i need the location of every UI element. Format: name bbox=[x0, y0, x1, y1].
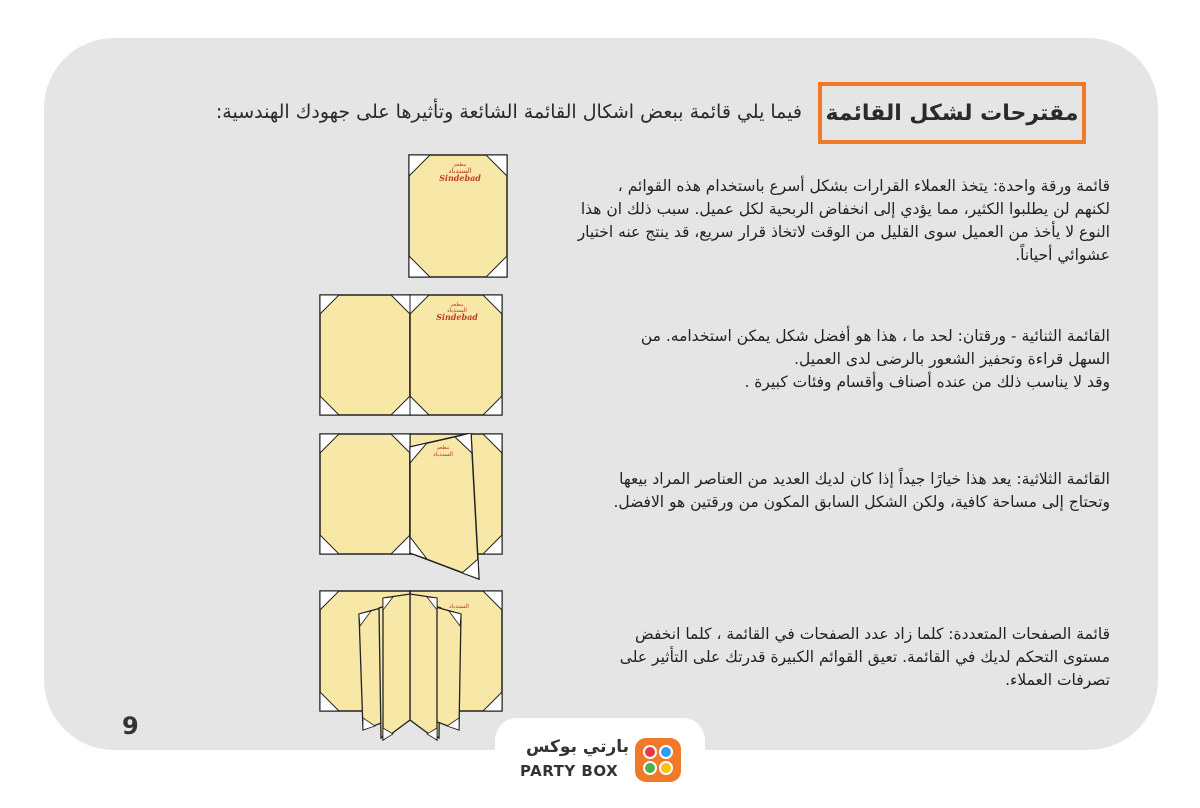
multipage-description bbox=[518, 623, 1110, 692]
page-number: 9 bbox=[122, 712, 139, 740]
menu-logo-line2: السندباد bbox=[448, 167, 472, 175]
text-line: تصرفات العملاء. bbox=[1005, 671, 1110, 689]
brand-name-arabic: بارتي بوكس bbox=[526, 737, 630, 757]
brand-name-english: PARTY BOX bbox=[520, 762, 619, 780]
menu-logo-line2: السندباد bbox=[447, 307, 467, 314]
menu-logo-line2: السندباد bbox=[433, 451, 453, 458]
single-sheet-description bbox=[518, 175, 1110, 267]
bifold-description bbox=[518, 325, 1110, 394]
menu-logo-line3: Sindebad bbox=[439, 173, 481, 183]
menu-logo-line1: مطعم bbox=[453, 162, 467, 168]
single-sheet-menu-illustration bbox=[408, 154, 508, 278]
text-line: النوع لا يأخذ من العميل سوى القليل من الوقت لاتخاذ قرار سريع، قد ينتج عنه اختيار bbox=[577, 223, 1110, 241]
menu-logo-line2: السندباد bbox=[449, 603, 469, 610]
intro-text: فيما يلي قائمة ببعض اشكال القائمة الشائعة وتأثيرها على جهودك الهندسية: bbox=[215, 101, 802, 123]
text-line: عشوائي أحياناً. bbox=[1015, 246, 1110, 264]
menu-logo-line3: Sindebad bbox=[436, 312, 478, 322]
text-line: قائمة ورقة واحدة: يتخذ العملاء القرارات بشكل أسرع باستخدام هذه القوائم ، bbox=[617, 177, 1110, 195]
text-line: وتحتاج إلى مساحة كافية، ولكن الشكل السابق المكون من ورقتين هو الافضل. bbox=[613, 493, 1110, 511]
trifold-description bbox=[518, 468, 1110, 514]
menu-logo-line1: مطعم bbox=[436, 445, 450, 451]
party-box-logo-icon bbox=[634, 737, 682, 783]
trifold-menu-illustration bbox=[319, 433, 503, 581]
section-heading bbox=[818, 82, 1086, 144]
text-line: القائمة الثنائية - ورقتان: لحد ما ، هذا هو أفضل شكل يمكن استخدامه. من bbox=[640, 327, 1110, 345]
section-heading-text: مقترحات لشكل القائمة bbox=[825, 100, 1079, 126]
text-line: مستوى التحكم لديك في القائمة. تعيق القوائم الكبيرة قدرتك على التأثير على bbox=[619, 648, 1110, 666]
bifold-menu-illustration bbox=[319, 294, 503, 416]
text-line: قائمة الصفحات المتعددة: كلما زاد عدد الصفحات في القائمة ، كلما انخفض bbox=[634, 625, 1110, 643]
text-line: وقد لا يناسب ذلك من عنده أصناف وأقسام وفئات كبيرة . bbox=[744, 373, 1110, 391]
text-line: القائمة الثلاثية: يعد هذا خيارًا جيداً إذا كان لديك العديد من العناصر المراد بيعها bbox=[619, 470, 1110, 488]
text-line: لكنهم لن يطلبوا الكثير، مما يؤدي إلى انخفاض الربحية لكل عميل. سبب ذلك ان هذا bbox=[580, 200, 1110, 218]
text-line: السهل قراءة وتحفيز الشعور بالرضى لدى العميل. bbox=[794, 350, 1110, 368]
multipage-menu-illustration bbox=[319, 590, 503, 746]
menu-logo-line1: مطعم bbox=[450, 302, 464, 308]
